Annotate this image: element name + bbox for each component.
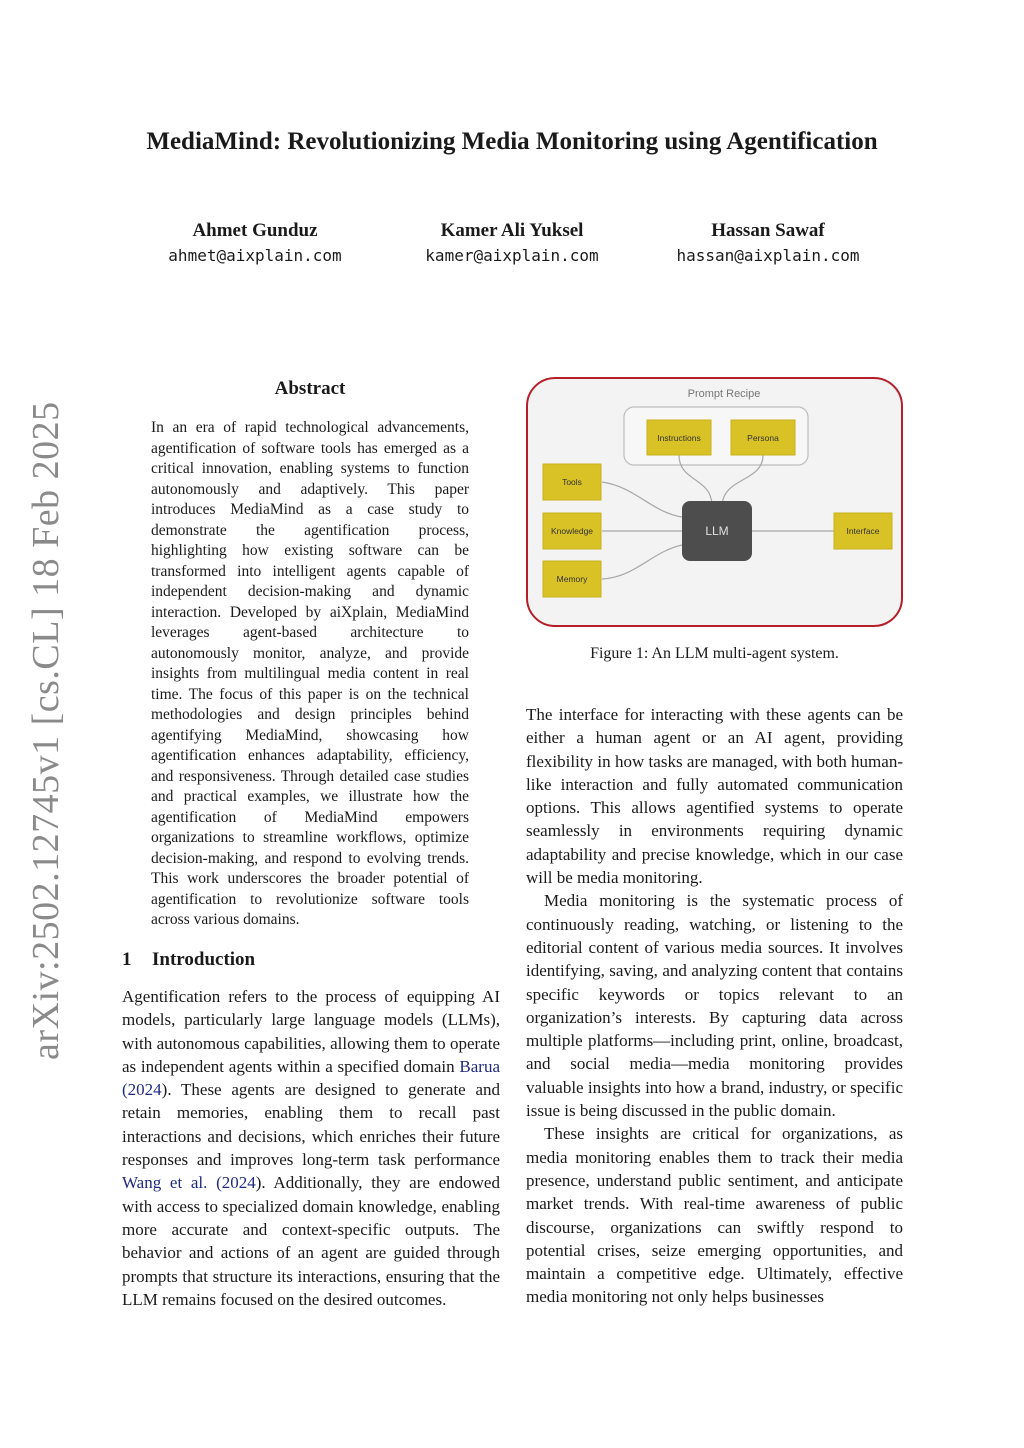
tools-label: Tools [562,477,582,487]
citation-year[interactable]: 2024 [221,1173,256,1193]
section-heading [122,949,255,971]
citation-year[interactable]: 2024 [127,1080,162,1100]
intro-text: ). Additionally, they are endowed with access to specialized domain knowledge, enabling more accurate and context-specific outputs. The behavior and actions of an agent are guided through prompts that structure its interactions, ensuring that the LLM remains focused on the desired outcomes. [122,1173,500,1309]
instructions-label: Instructions [657,433,701,443]
author-email[interactable]: kamer@aixplain.com [425,246,599,265]
paragraph: Media monitoring is the systematic process of continuously reading, watching, or listening to the editorial content of various media sources. It involves identifying, saving, and analyzing content that contains specific keywords or topics relevant to an organization’s interests. By capturing data across multiple platforms—including print, online, broadcast, and social media—media monitoring provides valuable insights into how a brand, industry, or specific issue is being discussed in the public domain. [526,891,903,1121]
author-email[interactable]: hassan@aixplain.com [676,246,860,265]
author-name: Hassan Sawaf [711,220,825,241]
agent-diagram [526,377,903,627]
persona-label: Persona [747,433,779,443]
abstract-heading: Abstract [274,378,346,399]
citation-name[interactable]: Wang et al. [122,1173,208,1193]
author-name: Ahmet Gunduz [192,220,318,241]
prompt-recipe-label: Prompt Recipe [687,388,761,400]
paragraph: The interface for interacting with these agents can be either a human agent or an AI agent, providing flexibility in how tasks are managed, with both human-like interaction and fully automated communication options. This allows agentified systems to operate seamlessly in environments requiring dynamic adaptability and precise knowledge, which in our case will be media monitoring. [526,705,903,888]
author-email[interactable]: ahmet@aixplain.com [168,246,342,265]
author-name: Kamer Ali Yuksel [440,220,584,241]
introduction-paragraph [122,985,500,1311]
figure-caption: Figure 1: An LLM multi-agent system. [590,645,839,662]
arxiv-identifier: arXiv:2502.12745v1 [cs.CL] 18 Feb 2025 [25,401,67,1060]
abstract-text: In an era of rapid technological advancements, agentification of software tools has emerged as a critical innovation, enabling systems to function autonomously and adaptively. This paper introduces MediaMind as a case study to demonstrate the agentification process, highlighting how existing software can be transformed into intelligent agents capable of independent decision-making and dynamic interaction. Developed by aiXplain, MediaMind leverages agent-based architecture to autonomously monitor, analyze, and provide insights from multilingual media content in real time. The focus of this paper is on the technical methodologies and design principles behind agentifying MediaMind, showcasing how agentification enhances adaptability, efficiency, and responsiveness. Through detailed case studies and practical examples, we illustrate how the agentification of MediaMind empowers organizations to streamline workflows, optimize decision-making, and respond to evolving trends. This work underscores the broader potential of agentification to revolutionize software tools across various domains. [151,419,469,928]
citation-name[interactable]: Barua [459,1056,500,1076]
knowledge-label: Knowledge [550,526,594,536]
author-2 [362,219,662,269]
intro-text: ). These agents are designed to generate and retain memories, enabling them to recall past interactions and decisions, which enriches their future responses and improves long-term task performance [122,1080,500,1170]
citation-paren: ( [207,1173,222,1193]
paper-title: MediaMind: Revolutionizing Media Monitoring using Agentification [146,128,878,155]
figure-1 [526,377,903,627]
author-3 [618,219,918,269]
paragraph: These insights are critical for organizations, as media monitoring enables them to track their media presence, understand public sentiment, and anticipate market trends. With real-time awareness of public discourse, organizations can swiftly respond to potential crises, seize emerging opportunities, and maintain a competitive edge. Ultimately, effective media monitoring not only helps businesses [526,1124,903,1307]
citation-paren: ( [122,1080,128,1100]
right-column-body [526,703,903,1309]
section-number: 1 [122,949,132,970]
citation-link[interactable] [122,1173,256,1192]
section-title: Introduction [152,949,256,970]
interface-label: Interface [846,526,880,536]
intro-text: Agentification refers to the process of equipping AI models, particularly large language models (LLMs), with autonomous capabilities, allowing them to operate as independent agents within a specified domain [122,987,500,1076]
memory-label: Memory [556,574,588,584]
author-1 [105,219,405,269]
llm-label: LLM [705,524,729,538]
